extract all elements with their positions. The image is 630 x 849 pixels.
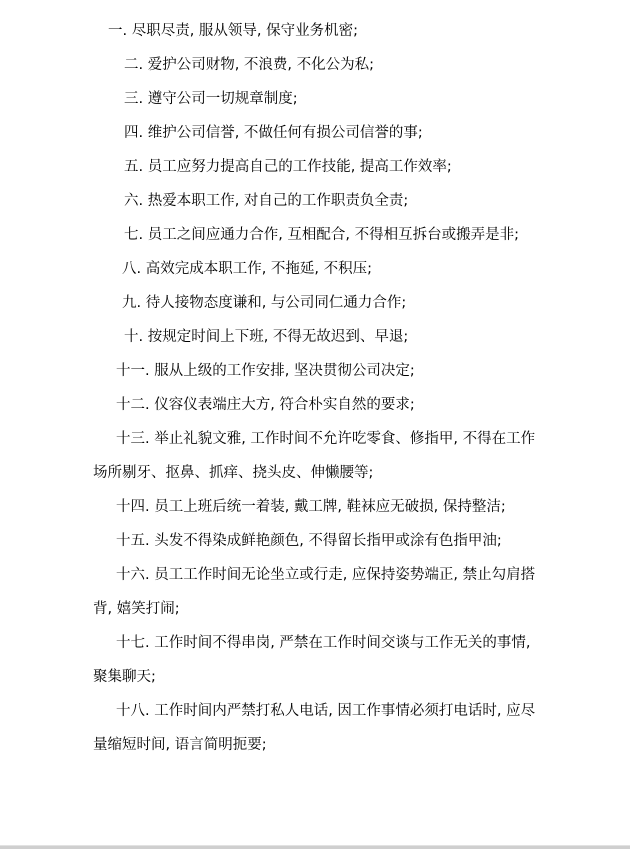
rule-paragraph-2: 二. 爱护公司财物, 不浪费, 不化公为私; [124, 57, 375, 73]
rule-paragraph-7: 七. 员工之间应通力合作, 互相配合, 不得相互拆台或搬弄是非; [124, 227, 520, 243]
rule-paragraph-14: 十四. 员工上班后统一着装, 戴工牌, 鞋袜应无破损, 保持整洁; [116, 499, 506, 515]
rule-paragraph-6: 六. 热爱本职工作, 对自己的工作职责负全责; [124, 193, 409, 209]
rule-paragraph-5: 五. 员工应努力提高自己的工作技能, 提高工作效率; [124, 159, 452, 175]
rule-paragraph-12: 十二. 仪容仪表端庄大方, 符合朴实自然的要求; [116, 397, 415, 413]
page-bottom-border [0, 845, 630, 849]
rule-paragraph-9: 九. 待人接物态度谦和, 与公司同仁通力合作; [122, 295, 407, 311]
rule-paragraph-16: 十六. 员工工作时间无论坐立或行走, 应保持姿势端正, 禁止勾肩搭背, 嬉笑打闹; [93, 567, 536, 617]
rule-paragraph-3: 三. 遵守公司一切规章制度; [124, 91, 298, 107]
rule-paragraph-1: 一. 尽职尽责, 服从领导, 保守业务机密; [108, 23, 359, 39]
rule-paragraph-17: 十七. 工作时间不得串岗, 严禁在工作时间交谈与工作无关的事情, 聚集聊天; [93, 635, 531, 685]
rule-paragraph-10: 十. 按规定时间上下班, 不得无故迟到、早退; [124, 329, 409, 345]
rule-paragraph-4: 四. 维护公司信誉, 不做任何有损公司信誉的事; [124, 125, 423, 141]
rule-paragraph-8: 八. 高效完成本职工作, 不拖延, 不积压; [122, 261, 373, 277]
rule-paragraph-13: 十三. 举止礼貌文雅, 工作时间不允许吃零食、修指甲, 不得在工作场所剔牙、抠鼻、抓痒、挠头皮、伸懒腰等; [93, 431, 536, 481]
rule-paragraph-15: 十五. 头发不得染成鲜艳颜色, 不得留长指甲或涂有色指甲油; [116, 533, 502, 549]
rule-paragraph-18: 十八. 工作时间内严禁打私人电话, 因工作事情必须打电话时, 应尽量缩短时间, 语言简明扼要; [93, 703, 536, 753]
document-body [93, 14, 539, 762]
rule-paragraph-11: 十一. 服从上级的工作安排, 坚决贯彻公司决定; [116, 363, 415, 379]
